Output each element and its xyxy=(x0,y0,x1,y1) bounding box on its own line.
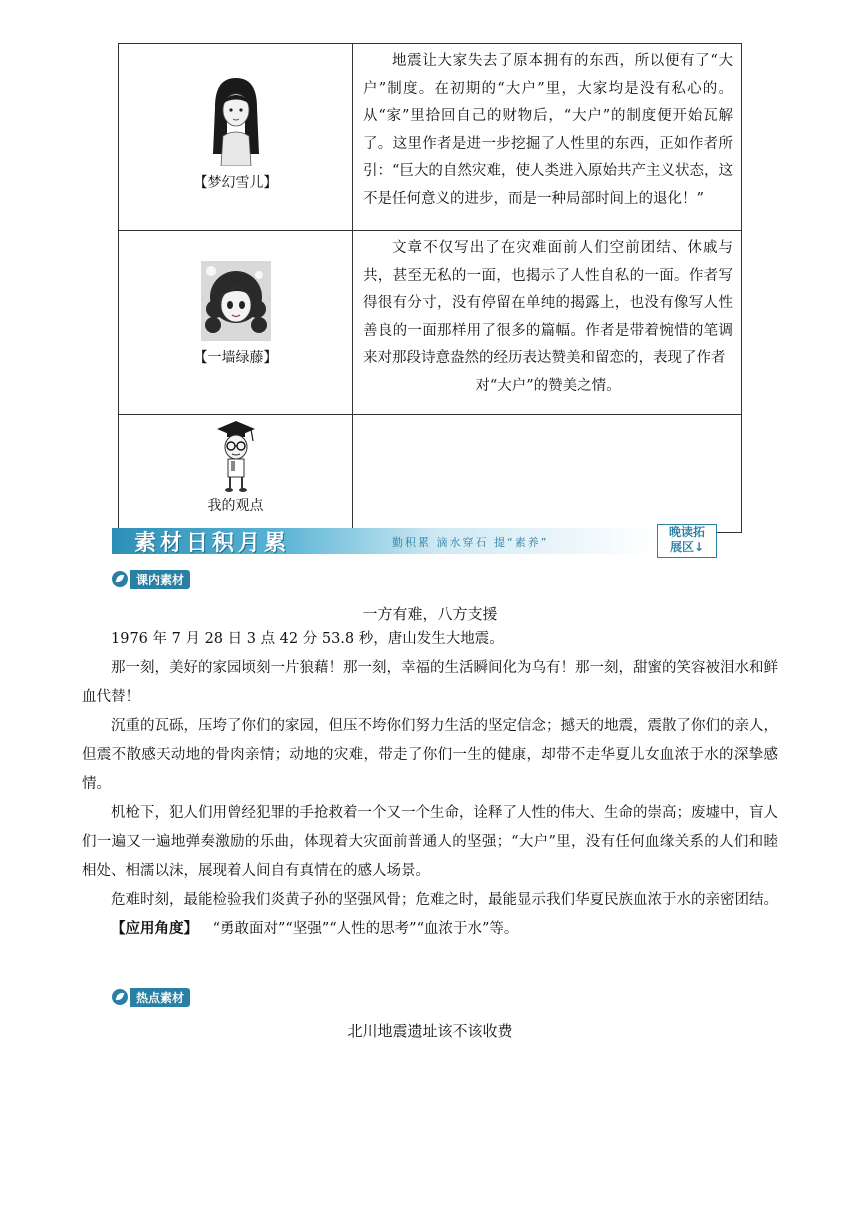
girl-avatar-icon xyxy=(207,74,265,166)
avatar-name: 【梦幻雪儿】 xyxy=(193,175,278,191)
opinion-paragraph: 地震让大家失去了原本拥有的东西，所以便有了“大户”制度。在初期的“大户”里，大家均是没有私心的。从“家”里拾回自己的财物后，“大户”的制度便开始瓦解了。这里作者是进一步挖掘了人性里的东西，正如作者所引：“巨大的自然灾难，使人类进入原始共产主义状态，这不是任何意义的进步，而是一种局部时间上的退化！” xyxy=(363,53,733,207)
banner-title: 素材日积月累 xyxy=(134,531,291,556)
section-label xyxy=(112,570,190,588)
banner-tag-line: 晚读拓 xyxy=(668,525,705,539)
paragraph: 危难时刻，最能检验我们炎黄子孙的坚强风骨；危难之时，最能显示我们华夏民族血浓于水的亲密团结。 xyxy=(111,892,778,908)
avatar-cell xyxy=(119,231,353,415)
paragraph: 沉重的瓦砾，压垮了你们的家园，但压不垮你们努力生活的坚定信念；撼天的地震，震散了你们的亲人，但震不散感天动地的骨肉亲情；动地的灾难，带走了你们一生的健康，却带不走华夏儿女血浓于水的深挚感情。 xyxy=(82,718,778,792)
avatar-cell xyxy=(119,415,353,533)
application-label: 【应用角度】 xyxy=(111,921,198,937)
paragraph: 那一刻，美好的家园顷刻一片狼藉！那一刻，幸福的生活瞬间化为乌有！那一刻，甜蜜的笑容被泪水和鲜血代替！ xyxy=(82,660,778,705)
leaf-icon xyxy=(112,989,128,1005)
section-banner xyxy=(112,524,718,558)
article-heading: 北川地震遗址该不该收费 xyxy=(347,1022,513,1040)
opinion-row xyxy=(119,231,742,415)
opinion-input-area[interactable] xyxy=(353,415,742,533)
banner-tag-line: 展区↓ xyxy=(669,540,705,554)
banner-tag xyxy=(657,524,717,558)
scholar-boy-avatar-icon xyxy=(211,417,261,493)
opinion-text xyxy=(353,231,742,415)
opinion-text xyxy=(353,44,742,231)
paragraph: 机枪下，犯人们用曾经犯罪的手抢救着一个又一个生命，诠释了人性的伟大、生命的崇高；废墟中，盲人们一遍又一遍地弹奏激励的乐曲，体现着大灾面前普通人的坚强；“大户”里，没有任何血缘关系的人们和睦相处、相濡以沫，展现着人间自有真情在的感人场景。 xyxy=(82,805,778,879)
article-heading: 一方有难，八方支援 xyxy=(362,605,498,623)
section-label xyxy=(112,988,190,1006)
opinion-row xyxy=(119,44,742,231)
avatar-name: 我的观点 xyxy=(207,498,264,514)
section-label-text: 课内素材 xyxy=(130,570,190,589)
paragraph: 1976 年 7 月 28 日 3 点 42 分 53.8 秒，唐山发生大地震。 xyxy=(111,631,504,647)
article-body xyxy=(82,625,778,944)
opinion-paragraph: 文章不仅写出了在灾难面前人们空前团结、休戚与共，甚至无私的一面，也揭示了人性自私的一面。作者写得很有分寸，没有停留在单纯的揭露上，也没有像写人性善良的一面那样用了很多的篇幅。作者是带着惋惜的笔调来对那段诗意盎然的经历表达赞美和留恋的，表现了作者 xyxy=(363,240,733,367)
section-label-text: 热点素材 xyxy=(130,988,190,1007)
curly-girl-avatar-icon xyxy=(201,261,271,341)
application-text: “勇敢面对”“坚强”“人性的思考”“血浓于水”等。 xyxy=(212,921,519,937)
opinion-paragraph: 对“大户”的赞美之情。 xyxy=(475,377,621,394)
opinion-row xyxy=(119,415,742,533)
avatar-cell xyxy=(119,44,353,231)
leaf-icon xyxy=(112,571,128,587)
avatar-name: 【一墙绿藤】 xyxy=(193,350,278,366)
opinion-table xyxy=(118,43,742,533)
banner-subtitle: 勤积累 滴水穿石 提“素养” xyxy=(392,536,549,549)
application-line xyxy=(82,915,778,944)
